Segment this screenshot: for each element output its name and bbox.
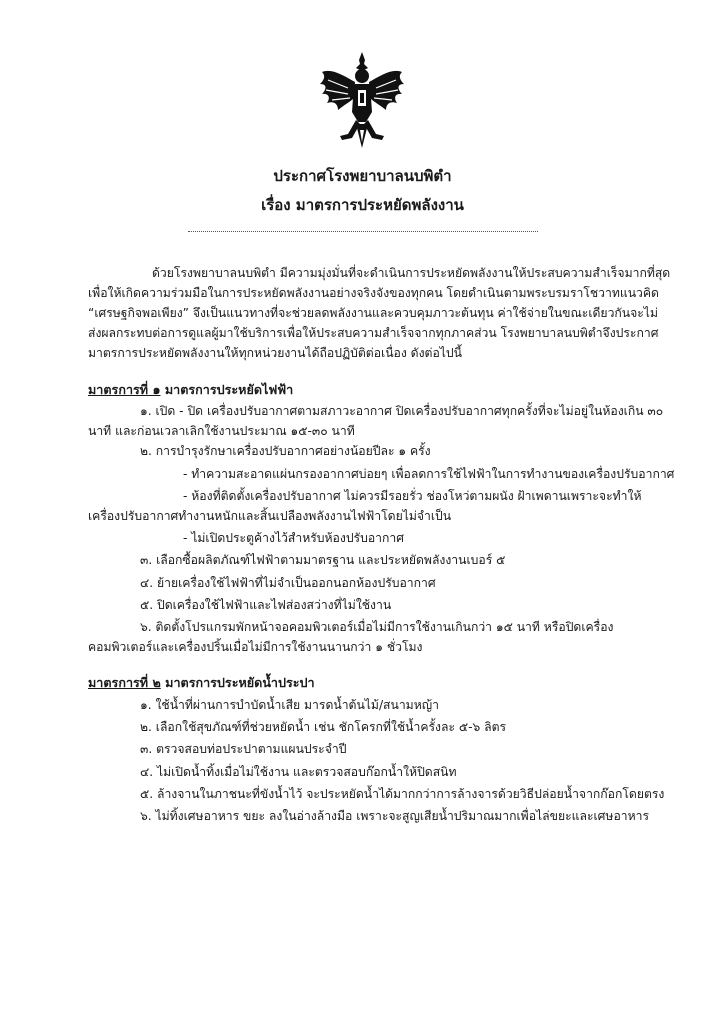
dotted-divider bbox=[188, 231, 538, 232]
measure-2-item: ๔. ไม่เปิดน้ำทิ้งเมื่อไม่ใช้งาน และตรวจสอบก๊อกน้ำให้ปิดสนิท bbox=[140, 765, 457, 779]
measure-1-item: ๔. ย้ายเครื่องใช้ไฟฟ้าที่ไม่จำเป็นออกนอกห้องปรับอากาศ bbox=[140, 576, 436, 590]
measure-1-heading bbox=[88, 382, 293, 398]
measure-1-subitem: เครื่องปรับอากาศทำงานหนักและสิ้นเปลืองพลังงานไฟฟ้าโดยไม่จำเป็น bbox=[88, 509, 452, 523]
measure-1-item: นาที และก่อนเวลาเลิกใช้งานประมาณ ๑๕-๓๐ นาที bbox=[88, 424, 355, 438]
measure-2-item: ๒. เลือกใช้สุขภัณฑ์ที่ช่วยหยัดน้ำ เช่น ชักโครกที่ใช้น้ำครั้งละ ๕-๖ ลิตร bbox=[140, 720, 507, 734]
measure-2-heading bbox=[88, 675, 315, 691]
measure-2-item: ๕. ล้างจานในภาชนะที่ขังน้ำไว้ จะประหยัดน้ำได้มากกว่าการล้างจารด้วยวิธีปล่อยน้ำจากก๊อกโดยตรง bbox=[140, 787, 665, 801]
measure-1-title: มาตรการประหยัดไฟฟ้า bbox=[164, 382, 294, 397]
intro-line: มาตรการประหยัดพลังงานให้ทุกหน่วยงานได้ถือปฏิบัติต่อเนื่อง ดังต่อไปนี้ bbox=[88, 346, 462, 360]
measure-1-item: ๖. ติดตั้งโปรแกรมพักหน้าจอคอมพิวเตอร์เมื่อไม่มีการใช้งานเกินกว่า ๑๕ นาที หรือปิดเครื่อง bbox=[140, 620, 614, 634]
measure-1-item: ๓. เลือกซื้อผลิตภัณฑ์ไฟฟ้าตามมาตรฐาน และประหยัดพลังงานเบอร์ ๕ bbox=[140, 553, 506, 567]
intro-line: ด้วยโรงพยาบาลนบพิตำ มีความมุ่งมั่นที่จะดำเนินการประหยัดพลังงานให้ประสบความสำเร็จมากที่สุด bbox=[152, 266, 671, 280]
measure-2-item: ๖. ไม่ทิ้งเศษอาหาร ขยะ ลงในอ่างล้างมือ เพราะจะสูญเสียน้ำปริมาณมากเพื่อไล่ขยะและเศษอาหาร bbox=[140, 809, 650, 823]
measure-2-label: มาตรการที่ ๒ bbox=[88, 675, 161, 690]
measure-2-title: มาตรการประหยัดน้ำประปา bbox=[165, 675, 315, 690]
measure-1-label: มาตรการที่ ๑ bbox=[88, 382, 161, 397]
measure-1-subitem: - ทำความสะอาดแผ่นกรองอากาศบ่อยๆ เพื่อลดการใช้ไฟฟ้าในการทำงานของเครื่องปรับอากาศ bbox=[183, 467, 675, 481]
measure-1-item: ๕. ปิดเครื่องใช้ไฟฟ้าและไฟส่องสว่างที่ไม่ใช้งาน bbox=[140, 598, 392, 612]
measure-2-item: ๓. ตรวจสอบท่อประปาตามแผนประจำปี bbox=[140, 742, 347, 756]
announcement-title: ประกาศโรงพยาบาลนบพิตำ bbox=[273, 167, 452, 185]
measure-2-item: ๑. ใช้น้ำที่ผ่านการบำบัดน้ำเสีย มารดน้ำต้นไม้/สนามหญ้า bbox=[140, 698, 439, 712]
measure-1-subitem: - ห้องที่ติดตั้งเครื่องปรับอากาศ ไม่ควรมีรอยรั่ว ช่องโหว่ตามผนัง ฝ้าเพดานเพราะจะทำให้ bbox=[183, 489, 642, 503]
announcement-subject: เรื่อง มาตรการประหยัดพลังงาน bbox=[261, 196, 464, 214]
intro-line: เพื่อให้เกิดความร่วมมือในการประหยัดพลังงานอย่างจริงจังของทุกคน โดยดำเนินตามพระบรมราโชวาทแนวคิด bbox=[88, 286, 659, 300]
intro-line: “เศรษฐกิจพอเพียง” จึงเป็นแนวทางที่จะช่วยลดพลังงานและควบคุมภาวะต้นทุน ค่าใช้จ่ายในขณะเดียวกันจะไม่ bbox=[88, 306, 658, 320]
intro-line: ส่งผลกระทบต่อการดูแลผู้มาใช้บริการเพื่อให้ประสบความสำเร็จจากทุกภาคส่วน โรงพยาบาลนบพิตำจึงประกาศ bbox=[88, 326, 659, 340]
measure-1-subitem: - ไม่เปิดประตูค้างไว้สำหรับห้องปรับอากาศ bbox=[183, 531, 404, 545]
garuda-emblem-icon bbox=[318, 50, 406, 150]
measure-1-item: คอมพิวเตอร์และเครื่องปริ้นเมื่อไม่มีการใช้งานนานกว่า ๑ ชั่วโมง bbox=[88, 640, 423, 654]
measure-1-item: ๑. เปิด - ปิด เครื่องปรับอากาศตามสภาวะอากาศ ปิดเครื่องปรับอากาศทุกครั้งที่จะไม่อยู่ในห้องเกิน ๓๐ bbox=[140, 404, 664, 418]
measure-1-item: ๒. การบำรุงรักษาเครื่องปรับอากาศอย่างน้อยปีละ ๑ ครั้ง bbox=[140, 444, 431, 458]
